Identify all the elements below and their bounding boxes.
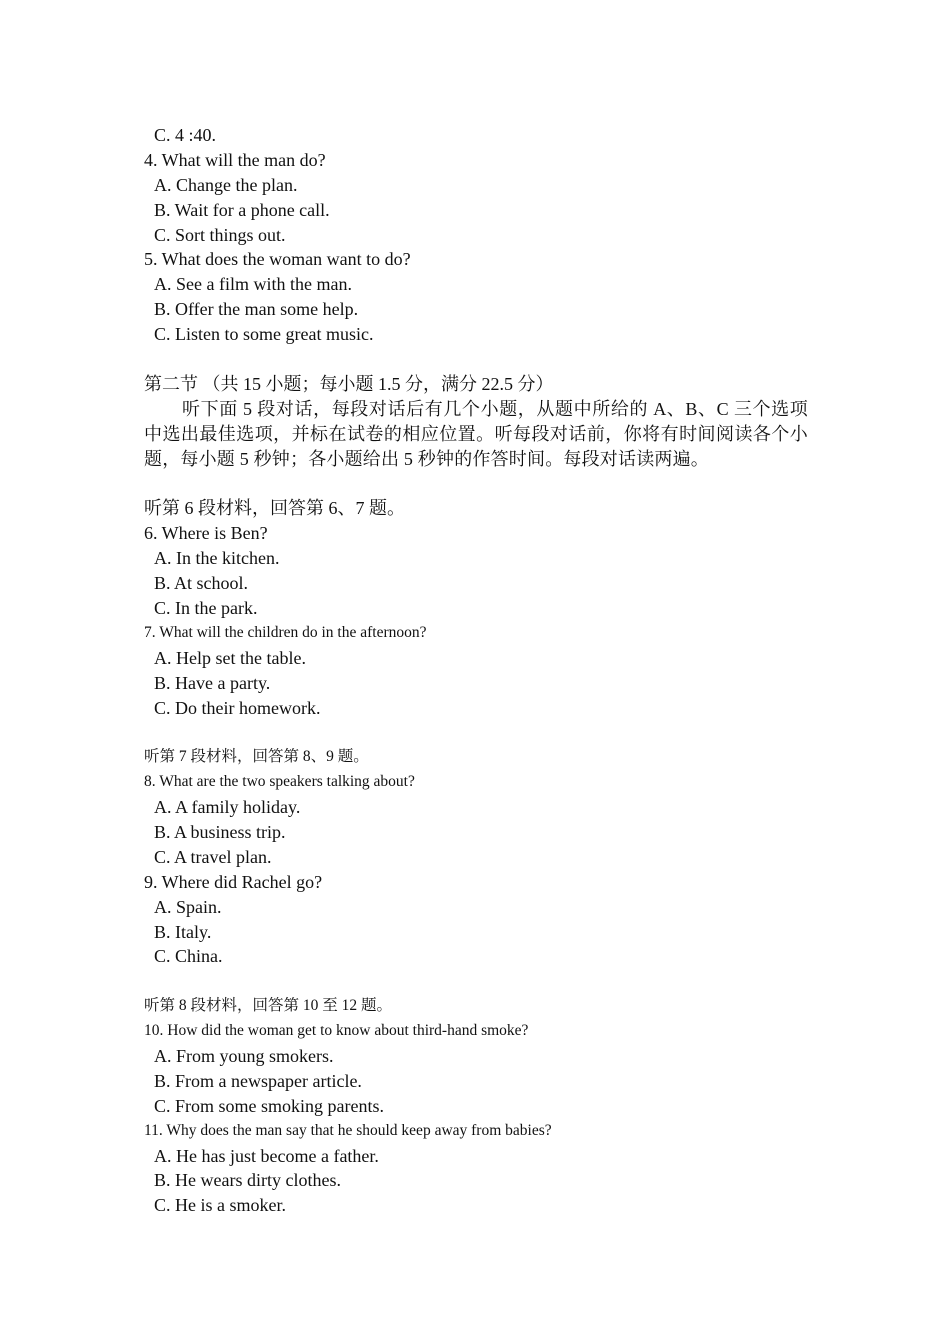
q10-option-a: A. From young smokers.	[154, 1046, 334, 1066]
q10-option-b: B. From a newspaper article.	[154, 1070, 362, 1091]
q5-option-c: C. Listen to some great music.	[154, 324, 374, 345]
q4-option-c: C. Sort things out.	[154, 224, 286, 245]
q8-question: 8. What are the two speakers talking about?	[144, 773, 415, 791]
q5-option-b: B. Offer the man some help.	[154, 299, 359, 320]
q8-option-a: A. A family holiday.	[154, 797, 301, 818]
q3-option-c: C. 4 :40.	[154, 125, 217, 145]
q9-option-b: B. Italy.	[154, 921, 212, 942]
q9-option-a: A. Spain.	[154, 896, 222, 917]
q6-option-a: A. In the kitchen.	[154, 548, 280, 569]
q9-option-c: C. China.	[154, 946, 223, 967]
q11-option-a: A. He has just become a father.	[154, 1145, 379, 1166]
spacer	[144, 969, 808, 994]
q8-option-c: C. A travel plan.	[154, 846, 272, 867]
q11-option-b: B. He wears dirty clothes.	[154, 1170, 341, 1191]
spacer	[144, 347, 808, 372]
q10-question: 10. How did the woman get to know about third-hand smoke?	[144, 1022, 529, 1040]
q7-option-c: C. Do their homework.	[154, 697, 321, 718]
q11-question: 11. Why does the man say that he should keep away from babies?	[144, 1121, 552, 1139]
page-content	[144, 123, 808, 1218]
spacer	[144, 472, 808, 497]
q9-question: 9. Where did Rachel go?	[144, 871, 323, 892]
material7-intro: 听第 7 段材料，回答第 8、9 题。	[144, 748, 369, 766]
q4-question: 4. What will the man do?	[144, 149, 326, 170]
q7-option-b: B. Have a party.	[154, 672, 271, 693]
q4-option-b: B. Wait for a phone call.	[154, 199, 330, 220]
q8-option-b: B. A business trip.	[154, 821, 286, 842]
q6-question: 6. Where is Ben?	[144, 523, 268, 544]
q7-option-a: A. Help set the table.	[154, 647, 306, 668]
q11-option-c: C. He is a smoker.	[154, 1195, 286, 1216]
q10-option-c: C. From some smoking parents.	[154, 1095, 384, 1116]
q6-option-b: B. At school.	[154, 573, 249, 594]
q4-option-a: A. Change the plan.	[154, 174, 298, 195]
q5-option-a: A. See a film with the man.	[154, 274, 352, 295]
material6-intro: 听第 6 段材料，回答第 6、7 题。	[144, 498, 405, 519]
q7-question: 7. What will the children do in the afternoon?	[144, 623, 427, 641]
spacer	[144, 720, 808, 745]
section2-heading: 第二节 （共 15 小题；每小题 1.5 分，满分 22.5 分）	[144, 373, 554, 394]
material8-intro: 听第 8 段材料，回答第 10 至 12 题。	[144, 997, 393, 1015]
q6-option-c: C. In the park.	[154, 597, 258, 618]
q5-question: 5. What does the woman want to do?	[144, 249, 411, 270]
section2-instructions: 听下面 5 段对话，每段对话后有几个小题，从题中所给的 A、B、C 三个选项中选出最佳选项，并标在试卷的相应位置。听每段对话前，你将有时间阅读各个小题，每小题 5 秒钟；各小题给出 5 秒钟的作答时间。每段对话读两遍。	[144, 398, 808, 469]
